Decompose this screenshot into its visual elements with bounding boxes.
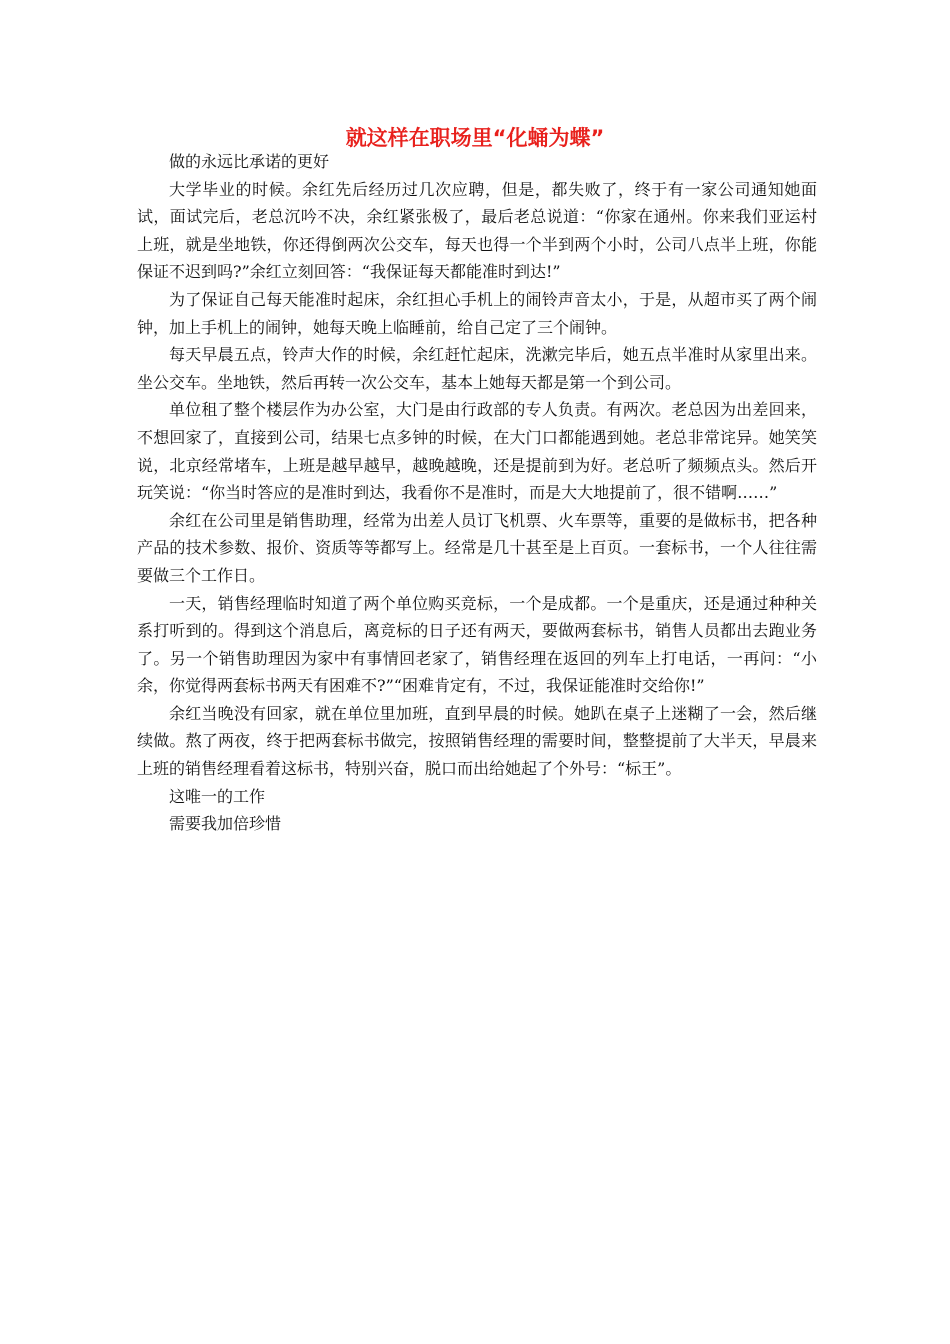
paragraph: 大学毕业的时候。余红先后经历过几次应聘，但是，都失败了，终于有一家公司通知她面试，面试完后，老总沉吟不决，余红紧张极了，最后老总说道：“你家在通州。你来我们亚运村上班，就是坐地铁，你还得倒两次公交车，每天也得一个半到两个小时，公司八点半上班，你能保证不迟到吗?”余红立刻回答：“我保证每天都能准时到达!” <box>137 179 817 282</box>
document-body <box>137 148 817 838</box>
paragraph: 单位租了整个楼层作为办公室，大门是由行政部的专人负责。有两次。老总因为出差回来，不想回家了，直接到公司，结果七点多钟的时候，在大门口都能遇到她。老总非常诧异。她笑笑说，北京经常堵车，上班是越早越早，越晚越晚，还是提前到为好。老总听了频频点头。然后开玩笑说：“你当时答应的是准时到达，我看你不是准时，而是大大地提前了，很不错啊……” <box>137 400 817 503</box>
paragraph: 做的永远比承诺的更好 <box>169 152 330 171</box>
paragraph: 这唯一的工作 <box>169 786 266 806</box>
paragraph: 一天，销售经理临时知道了两个单位购买竞标，一个是成都。一个是重庆，还是通过种种关系打听到的。得到这个消息后，离竞标的日子还有两天，要做两套标书，销售人员都出去跑业务了。另一个销售助理因为家中有事情回老家了，销售经理在返回的列车上打电话，一再问：“小余，你觉得两套标书两天有困难不?”“困难肯定有，不过，我保证能准时交给你!” <box>137 593 817 696</box>
paragraph: 余红在公司里是销售助理，经常为出差人员订飞机票、火车票等，重要的是做标书，把各种产品的技术参数、报价、资质等等都写上。经常是几十甚至是上百页。一套标书，一个人往往需要做三个工作日。 <box>137 510 817 585</box>
document-title: 就这样在职场里“化蛹为蝶” <box>345 126 605 150</box>
paragraph: 余红当晚没有回家，就在单位里加班，直到早晨的时候。她趴在桌子上迷糊了一会，然后继续做。熬了两夜，终于把两套标书做完，按照销售经理的需要时间，整整提前了大半天，早晨来上班的销售经理看着这标书，特别兴奋，脱口而出给她起了个外号：“标王”。 <box>137 703 817 779</box>
paragraph: 每天早晨五点，铃声大作的时候，余红赶忙起床，洗漱完毕后，她五点半准时从家里出来。坐公交车。坐地铁，然后再转一次公交车，基本上她每天都是第一个到公司。 <box>137 345 817 392</box>
paragraph: 需要我加倍珍惜 <box>169 814 282 834</box>
paragraph: 为了保证自己每天能准时起床，余红担心手机上的闹铃声音太小，于是，从超市买了两个闹钟，加上手机上的闹钟，她每天晚上临睡前，给自己定了三个闹钟。 <box>137 289 817 337</box>
